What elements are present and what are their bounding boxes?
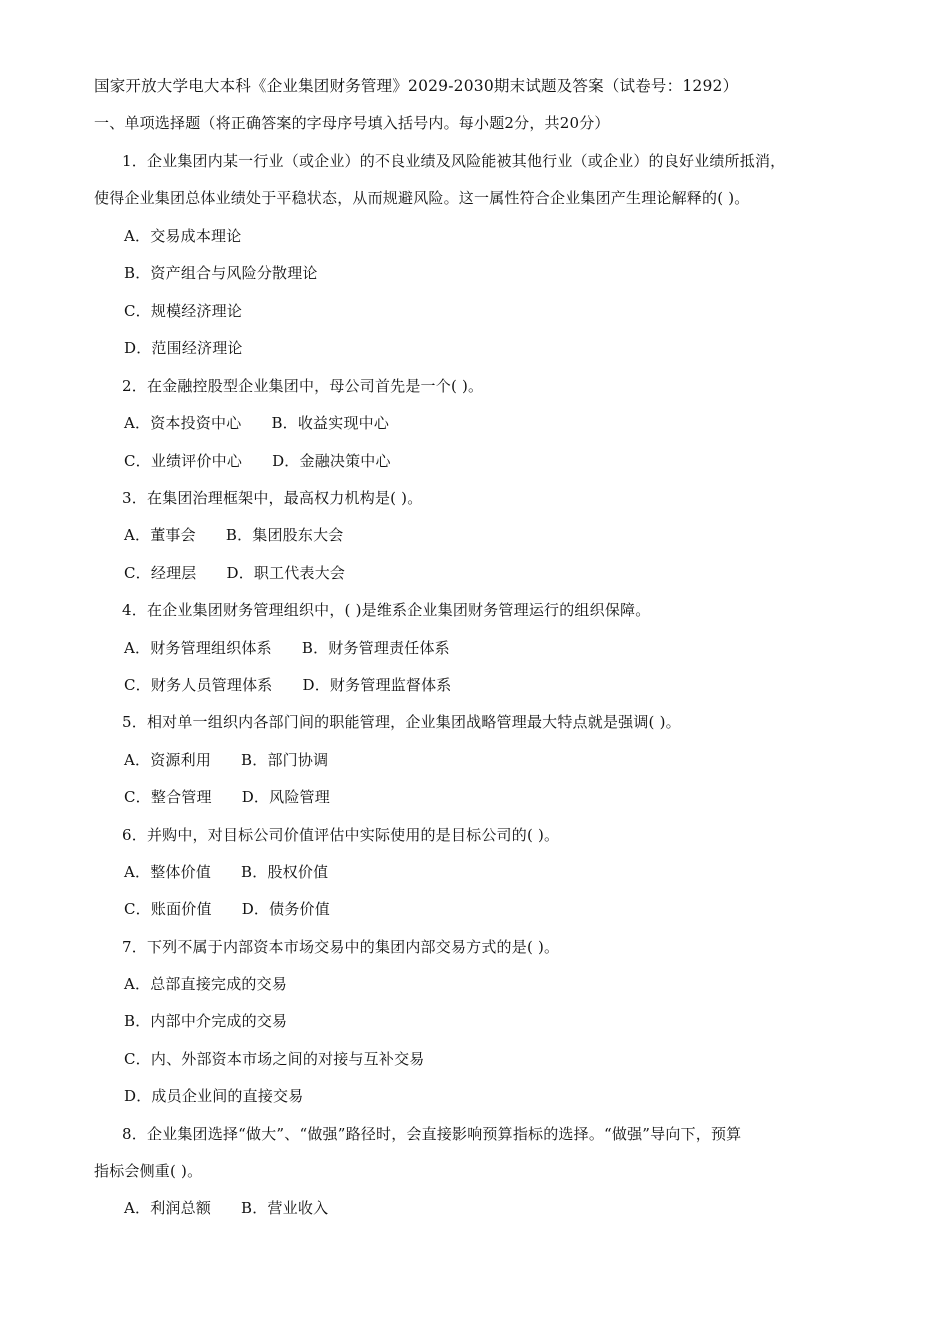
question-6-option-c: C．账面价值 [124, 900, 212, 918]
question-1-option-d: D．范围经济理论 [124, 339, 243, 357]
question-1-stem-cont: 使得企业集团总体业绩处于平稳状态，从而规避风险。这一属性符合企业集团产生理论解释的( )。 [94, 189, 750, 207]
question-8-stem-cont: 指标会侧重( )。 [94, 1162, 203, 1180]
question-4-option-c: C．财务人员管理体系 [124, 676, 273, 694]
question-4-option-b: B．财务管理责任体系 [301, 639, 450, 657]
question-5-option-b: B．部门协调 [241, 751, 329, 769]
question-7-option-a: A．总部直接完成的交易 [124, 975, 288, 993]
question-6-options-row-1 [124, 862, 328, 882]
question-1-stem: 1．企业集团内某一行业（或企业）的不良业绩及风险能被其他行业（或企业）的良好业绩所抵消， [122, 152, 786, 170]
question-2-stem: 2．在金融控股型企业集团中，母公司首先是一个( )。 [122, 377, 484, 395]
question-6-stem: 6．并购中，对目标公司价值评估中实际使用的是目标公司的( )。 [122, 826, 560, 844]
question-7-stem: 7．下列不属于内部资本市场交易中的集团内部交易方式的是( )。 [122, 938, 560, 956]
question-8-stem: 8．企业集团选择“做大”、“做强”路径时，会直接影响预算指标的选择。“做强”导向下，预算 [122, 1125, 742, 1143]
section-heading: 一、单项选择题（将正确答案的字母序号填入括号内。每小题2分，共20分） [94, 114, 610, 132]
question-7-option-b: B．内部中介完成的交易 [124, 1012, 288, 1030]
question-6-options-row-2 [124, 899, 330, 919]
question-6-option-b: B．股权价值 [241, 863, 329, 881]
question-2-option-d: D．金融决策中心 [272, 452, 391, 470]
question-6-option-a: A．整体价值 [124, 863, 212, 881]
question-3-option-d: D．职工代表大会 [226, 564, 346, 582]
question-4-stem: 4．在企业集团财务管理组织中，( )是维系企业集团财务管理运行的组织保障。 [122, 601, 651, 619]
question-1-option-c: C．规模经济理论 [124, 302, 243, 320]
question-3-option-c: C．经理层 [124, 564, 197, 582]
document-title: 国家开放大学电大本科《企业集团财务管理》2029-2030期末试题及答案（试卷号：1292） [94, 77, 739, 95]
question-5-stem: 5．相对单一组织内各部门间的职能管理，企业集团战略管理最大特点就是强调( )。 [122, 713, 681, 731]
question-4-options-row-1 [124, 638, 450, 658]
question-4-option-a: A．财务管理组织体系 [124, 639, 272, 657]
question-3-option-a: A．董事会 [124, 526, 196, 544]
question-2-option-a: A．资本投资中心 [124, 414, 242, 432]
question-6-option-d: D．债务价值 [241, 900, 330, 918]
question-1-option-b: B．资产组合与风险分散理论 [124, 264, 318, 282]
question-4-options-row-2 [124, 675, 452, 695]
question-5-option-a: A．资源利用 [124, 751, 212, 769]
question-5-options-row-1 [124, 750, 328, 770]
question-3-options-row-2 [124, 563, 345, 583]
question-2-options-row-2 [124, 451, 391, 471]
question-1-option-a: A．交易成本理论 [124, 227, 242, 245]
question-2-option-b: B．收益实现中心 [271, 414, 390, 432]
question-7-option-d: D．成员企业间的直接交易 [124, 1087, 304, 1105]
question-5-options-row-2 [124, 787, 330, 807]
question-7-option-c: C．内、外部资本市场之间的对接与互补交易 [124, 1050, 425, 1068]
question-5-option-c: C．整合管理 [124, 788, 212, 806]
question-3-options-row-1 [124, 525, 343, 545]
question-3-option-b: B．集团股东大会 [225, 526, 344, 544]
question-8-option-b: B．营业收入 [241, 1199, 329, 1217]
question-3-stem: 3．在集团治理框架中，最高权力机构是( )。 [122, 489, 423, 507]
question-2-options-row-1 [124, 413, 389, 433]
question-8-options-row-1 [124, 1198, 328, 1218]
question-2-option-c: C．业绩评价中心 [124, 452, 243, 470]
question-4-option-d: D．财务管理监督体系 [302, 676, 452, 694]
question-8-option-a: A．利润总额 [124, 1199, 212, 1217]
question-5-option-d: D．风险管理 [241, 788, 330, 806]
